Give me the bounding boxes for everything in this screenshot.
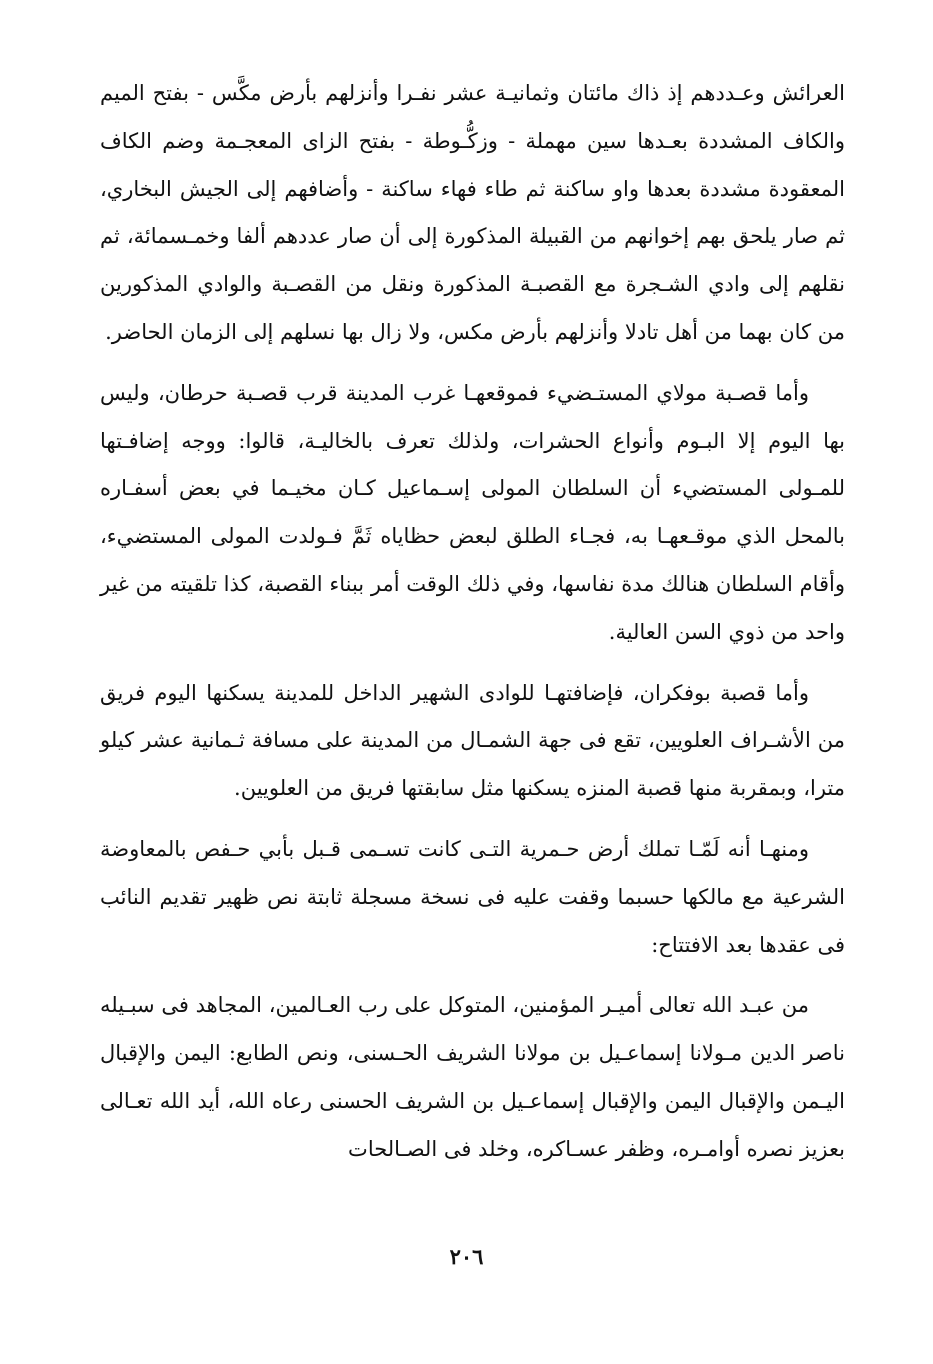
text-body xyxy=(100,70,845,1187)
paragraph-5: من عبـد الله تعالى أميـر المؤمنين، المتوكل على رب العـالمين، المجاهد فى سبـيله ناصر الدين مـولانا إسماعـيل بن مولانا الشريف الحـسنى، ونص الطابع: اليمن والإقبال اليـمن والإقبال اليمن والإقبال إسماعـيل بن الشريف الحسنى رعاه الله، أيد الله تعـالى بعزيز نصره أوامـره، وظفر عسـاكره، وخلد فى الصـالحات xyxy=(100,993,845,1161)
paragraph-2: وأما قصـبة مولاي المستـضيء فموقعهـا غرب المدينة قرب قصـبة حرطان، وليس بها اليوم إلا البـوم وأنواع الحشرات، ولذلك تعرف بالخاليـة، قالوا: ووجه إضافـتها للمـولى المستضيء أن السلطان المولى إسـماعيل كـان مخيـما في بعض أسفـاره بالمحل الذي موقـعهـا به، فجـاء الطلق لبعض حظاياه ثَمَّ فـولدت المولى المستضيء، وأقام السلطان هنالك مدة نفاسها، وفي ذلك الوقت أمر ببناء القصبة، كذا تلقيته من غير واحد من ذوي السن العالية. xyxy=(100,380,845,644)
paragraph-4: ومنهـا أنه لَمّـا تملك أرض حـمرية التـى كانت تسـمى قـبل بأبي حـفص بالمعاوضة الشرعية مع مالكها حسبما وقفت عليه فى نسخة مسجلة ثابتة نص ظهير تقديم النائب فى عقدها بعد الافتتاح: xyxy=(100,836,845,957)
paragraph-3: وأما قصبة بوفكران، فإضافتهـا للوادى الشهير الداخل للمدينة يسكنها اليوم فريق من الأشـراف العلويين، تقع فى جهة الشمـال من المدينة على مسافة ثـمانية عشر كيلو مترا، وبمقربة منها قصبة المنزه يسكنها مثل سابقتها فريق من العلويين. xyxy=(100,680,845,801)
page-number: ٢٠٦ xyxy=(449,1244,484,1269)
paragraph-1: العرائش وعـددهم إذ ذاك مائتان وثمانيـة عشر نفـرا وأنزلهم بأرض مكَّس - بفتح الميم والكاف المشددة بعـدها سين مهملة - وزكُّـوطة - بفتح الزاى المعجـمة وضم الكاف المعقودة مشددة بعدها واو ساكنة ثم طاء فهاء ساكنة - وأضافهم إلى الجيش البخاري، ثم صار يلحق بهم إخوانهم من القبيلة المذكورة إلى أن صار عددهم ألفا وخمـسمائة، ثم نقلهم إلى وادي الشـجرة مع القصبـة المذكورة ونقل من القصـبة والوادي المذكورين من كان بهما من أهل تادلا وأنزلهم بأرض مكس، ولا زال بها نسلهم إلى الزمان الحاضر. xyxy=(100,81,845,344)
